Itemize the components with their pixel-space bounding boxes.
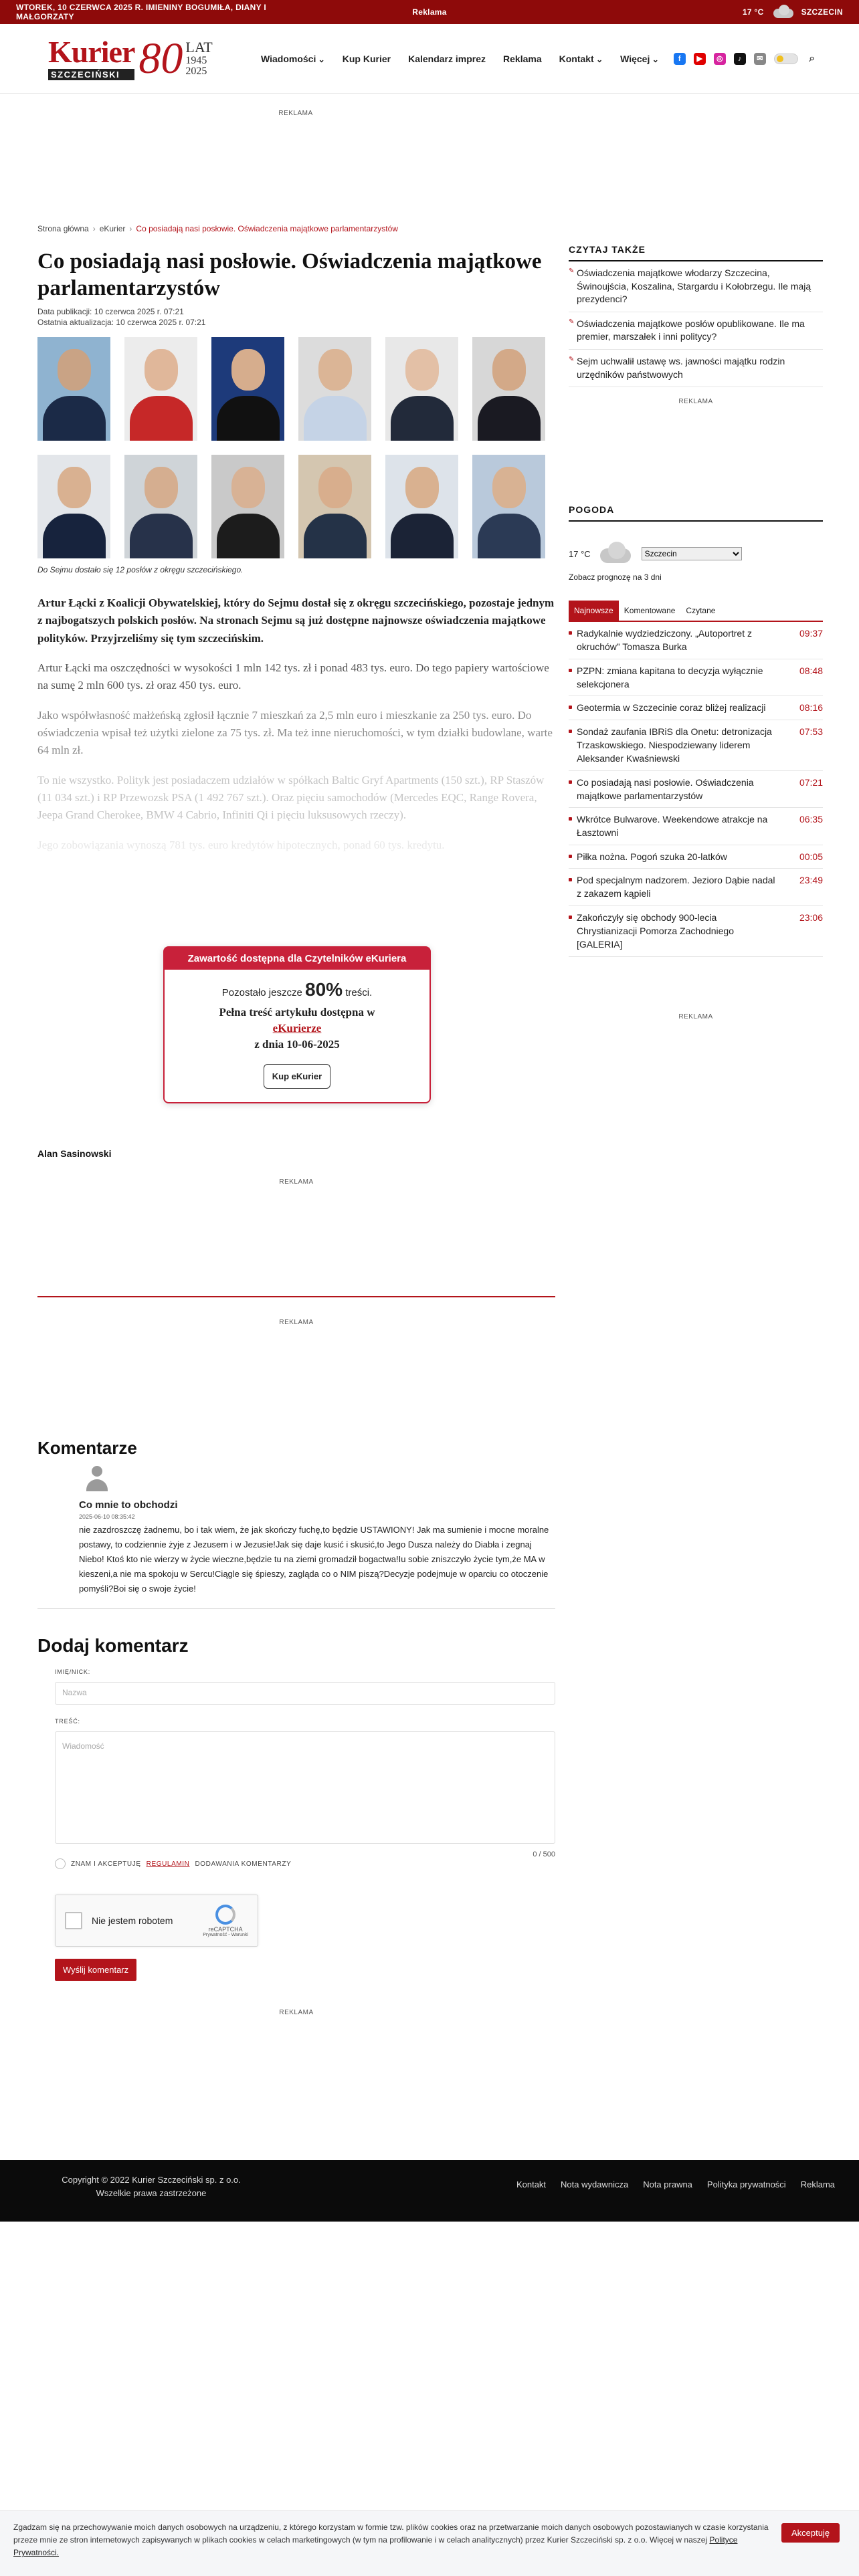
cookie-accept-button[interactable]: Akceptuję: [781, 2523, 840, 2543]
news-time: 23:06: [799, 911, 823, 923]
youtube-icon[interactable]: ▶: [694, 53, 706, 65]
comments-heading: Komentarze: [37, 1438, 137, 1458]
article-column: [37, 224, 555, 1082]
paywall-date: z dnia 10-06-2025: [254, 1037, 340, 1051]
char-counter: 0 / 500: [533, 1850, 555, 1858]
logo-years: LAT 1945 2025: [185, 38, 213, 78]
main-nav: [261, 53, 659, 64]
news-item[interactable]: [569, 906, 823, 957]
nav-kalendarz[interactable]: Kalendarz imprez: [408, 53, 486, 64]
news-time: 23:49: [799, 875, 823, 886]
news-title: Piłka nożna. Pogoń szuka 20-latków: [577, 851, 727, 862]
topbar-ad-link[interactable]: Reklama: [412, 7, 447, 17]
article-paragraph-2: Jako współwłasność małżeńską zgłosił łącznie 7 mieszkań za 2,5 mln euro i mieszkanie za 250 tys. euro. Do oświadczenia wpisał też użytki zielone za 75 tys. zł. Ma też inne nieruchomości, w tym działki budowlane, warte 64 mln zł.: [37, 708, 553, 757]
copyright: Copyright © 2022 Kurier Szczeciński sp. z o.o. Wszelkie prawa zastrzeżone: [62, 2175, 241, 2198]
recaptcha-logo: reCAPTCHA Prywatność - Warunki: [203, 1905, 248, 1937]
mp-photo-grid: [37, 337, 555, 558]
article-author: Alan Sasinowski: [37, 1148, 112, 1159]
weather-temp: 17 °C: [569, 548, 591, 559]
news-title: Geotermia w Szczecinie coraz bliżej realizacji: [577, 702, 766, 714]
photo-caption: Do Sejmu dostało się 12 posłów z okręgu szczecińskiego.: [37, 564, 244, 574]
article-title: Co posiadają nasi posłowie. Oświadczenia majątkowe parlamentarzystów: [37, 249, 542, 301]
news-title: Sondaż zaufania IBRiS dla Onetu: detronizacja Trzaskowskiego. Niespodziewany liderem Aleksander Kwaśniewski: [577, 726, 772, 764]
footer-link-nota-wydawnicza[interactable]: Nota wydawnicza: [561, 2179, 629, 2189]
news-time: 07:21: [799, 776, 823, 788]
nick-label: IMIĘ/NICK:: [55, 1669, 91, 1675]
article-paragraph-3: To nie wszystko. Polityk jest posiadaczem udziałów w spółkach Baltic Gryf Apartments (150 szt.), RP Staszów (11 034 szt.) i RP Przewozsk PSA (1 492 767 szt.). Oraz pięciu samochodów (Mercedes EQC, Range Rovera, Jeepa Grand Cherokee, BMW 4 Cabrio, Infiniti Qi i pięciu luksusowych rzeczy).: [37, 773, 545, 822]
news-item[interactable]: [569, 659, 823, 697]
related-list: [569, 261, 823, 387]
social-links: [674, 53, 818, 65]
buy-ekurier-button[interactable]: Kup eKurier: [264, 1064, 330, 1089]
mp-photo: [37, 337, 110, 441]
related-item[interactable]: ✎ Oświadczenia majątkowe posłów opublikowane. Ile ma premier, marszałek i inni politycy?: [569, 312, 823, 350]
privacy-policy-link[interactable]: Polityce Prywatności.: [13, 2535, 738, 2558]
mp-photo: [298, 455, 371, 558]
logo-80: 80: [138, 33, 183, 83]
news-title: PZPN: zmiana kapitana to decyzja wyłącznie selekcjonera: [577, 665, 763, 690]
weather-widget: [569, 542, 823, 566]
cloud-icon: [599, 542, 634, 566]
nav-wiadomosci[interactable]: Wiadomości ⌄: [261, 53, 325, 64]
article-paragraph-4: Jego zobowiązania wynoszą 781 tys. euro kredytów hipotecznych, ponad 60 tys. kredytu.: [37, 838, 445, 851]
top-bar: [0, 0, 859, 24]
date-nameday: WTOREK, 10 CZERWCA 2025 R. IMIENINY BOGUMIŁA, DIANY I MAŁGORZATY: [16, 3, 266, 21]
comment-item: [79, 1465, 557, 1596]
topbar-weather: [567, 5, 843, 19]
facebook-icon[interactable]: f: [674, 53, 686, 65]
site-header: [0, 24, 859, 94]
logo-szczecinski: SZCZECIŃSKI: [48, 69, 134, 80]
news-item[interactable]: [569, 622, 823, 659]
breadcrumb-home[interactable]: Strona główna: [37, 224, 89, 233]
breadcrumb-current[interactable]: Co posiadają nasi posłowie. Oświadczenia majątkowe parlamentarzystów: [136, 224, 398, 233]
news-time: 08:16: [799, 702, 823, 714]
news-title: Zakończyły się obchody 900-lecia Chrystianizacji Pomorza Zachodniego [GALERIA]: [577, 911, 734, 950]
comment-author: Co mnie to obchodzi: [79, 1499, 178, 1511]
mp-photo: [124, 455, 197, 558]
sidebar: [569, 244, 823, 1021]
nav-kup-kurier[interactable]: Kup Kurier: [342, 53, 391, 64]
update-date: Ostatnia aktualizacja: 10 czerwca 2025 r. 07:21: [37, 317, 206, 327]
regulamin-link[interactable]: REGULAMIN: [146, 1860, 190, 1868]
cookie-banner: [0, 2510, 859, 2576]
footer-link-kontakt[interactable]: Kontakt: [516, 2179, 547, 2189]
news-item[interactable]: [569, 696, 823, 720]
paywall-box: [163, 946, 431, 1103]
news-time: 06:35: [799, 814, 823, 825]
mp-photo: [472, 337, 545, 441]
latest-news-list: [569, 622, 823, 956]
recaptcha-label: Nie jestem robotem: [92, 1915, 173, 1926]
breadcrumb: [37, 224, 555, 233]
comment-text: nie zazdroszczę żadnemu, bo i tak wiem, że jak skończy fuchę,to będzie USTAWIONY! Jak ma sumienie i mocne moralne postawy, to codziennie żyje z Jezusem i w Jezusie!Jak się daje kusić i skusić,to Jego Dusza należy do Diabła i zegnaj Niebo! Ktoś kto nie wierzy w życie wieczne,będzie tu na ziemi gromadził bogactwa!Iu sobie zniszczyło życie tym,że MA w kieszeni,a nie ma spokoju w Sercu!Ciągle się śpieszy, zagląda co o NIM piszą?Decyzje podejmuje w oparciu co otoczenie pomyśli?Boi się o swoje życie!: [79, 1525, 549, 1594]
mail-icon[interactable]: ✉: [754, 53, 766, 65]
section-divider: [37, 1296, 555, 1297]
publish-date: Data publikacji: 10 czerwca 2025 r. 07:21: [37, 306, 184, 316]
tab-komentowane[interactable]: Komentowane: [624, 606, 676, 616]
paywall-ekurier-link[interactable]: eKurierze: [272, 1021, 322, 1035]
nick-input[interactable]: Nazwa: [55, 1682, 555, 1705]
comments-divider: [37, 1608, 555, 1609]
submit-comment-button[interactable]: Wyślij komentarz: [55, 1959, 136, 1981]
ad-label-below: REKLAMA: [279, 1319, 314, 1326]
news-title: Pod specjalnym nadzorem. Jezioro Dąbie nadal z zakazem kąpieli: [577, 875, 775, 899]
ad-label-top: REKLAMA: [278, 110, 313, 117]
news-title: Wkrótce Bulwarove. Weekendowe atrakcje na Łasztowni: [577, 814, 768, 839]
logo-kurier: Kurier: [48, 35, 135, 69]
breadcrumb-section[interactable]: eKurier: [99, 224, 126, 233]
tab-czytane[interactable]: Czytane: [686, 606, 716, 616]
chevron-right-icon: ›: [92, 224, 96, 233]
article-paragraph-1: Artur Łącki ma oszczędności w wysokości 1 mln 142 tys. zł i ponad 483 tys. euro. Do tego papiery wartościowe na sumę 2 mln 600 tys. zł oraz 450 tys. euro.: [37, 661, 549, 692]
theme-toggle[interactable]: [774, 53, 798, 64]
topbar-temp: 17 °C: [742, 7, 764, 17]
news-time: 08:48: [799, 665, 823, 676]
recaptcha-widget: [55, 1895, 258, 1947]
read-also-heading: CZYTAJ TAKŻE: [569, 244, 823, 261]
search-icon[interactable]: ⌕: [809, 52, 816, 64]
ad-label-sidebar-2: REKLAMA: [678, 1012, 713, 1021]
mp-photo: [37, 455, 110, 558]
news-item[interactable]: [569, 720, 823, 771]
ad-label-article: REKLAMA: [279, 1178, 314, 1186]
news-time: 07:53: [799, 726, 823, 737]
accept-checkbox[interactable]: [55, 1858, 66, 1869]
footer-link-nota-prawna[interactable]: Nota prawna: [643, 2179, 692, 2189]
mp-photo: [385, 455, 458, 558]
mp-photo: [124, 337, 197, 441]
news-item[interactable]: [569, 869, 823, 906]
mp-photo: [211, 337, 284, 441]
paywall-percent: 80%: [305, 979, 343, 1000]
mp-photo: [472, 455, 545, 558]
mp-photo: [298, 337, 371, 441]
related-item[interactable]: ✎ Sejm uchwalił ustawę ws. jawności majątku rodzin urzędników państwowych: [569, 350, 823, 387]
mp-photo: [385, 337, 458, 441]
news-tabs: [569, 601, 823, 622]
instagram-icon[interactable]: ◎: [714, 53, 726, 65]
news-time: 09:37: [799, 628, 823, 639]
recaptcha-checkbox[interactable]: [65, 1912, 82, 1929]
news-title: Radykalnie wydziedziczony. „Autoportret z okruchów” Tomasza Burka: [577, 628, 752, 653]
paywall-heading: Zawartość dostępna dla Czytelników eKuriera: [165, 948, 430, 970]
mp-photo: [211, 455, 284, 558]
news-item[interactable]: [569, 845, 823, 869]
ad-label-sidebar: REKLAMA: [678, 398, 713, 406]
news-item[interactable]: [569, 771, 823, 809]
related-item[interactable]: ✎ Oświadczenia majątkowe włodarzy Szczecina, Świnoujścia, Koszalina, Stargardu i Kołobrzegu. Ile mają prezydenci?: [569, 261, 823, 312]
news-title: Co posiadają nasi posłowie. Oświadczenia majątkowe parlamentarzystów: [577, 776, 754, 801]
cookie-text: Zgadzam się na przechowywanie moich danych osobowych na urządzeniu, z którego korzystam w formie tzw. plików cookies oraz na przetwarzanie moich danych osobowych pozostawianych w czasie korzystania przeze mnie ze stron internetowych zapisywanych w plikach cookies w celach marketingowych (w tym na profilowanie i w celach analitycznych) przez Kurier Szczeciński sp. z o.o. Więcej w naszej Polityce Prywatności.: [13, 2523, 769, 2558]
avatar-icon: [84, 1465, 110, 1493]
nav-kontakt[interactable]: Kontakt ⌄: [559, 53, 603, 64]
site-footer: [0, 2160, 859, 2222]
accept-terms[interactable]: ZNAM I AKCEPTUJĘ REGULAMIN DODAWANIA KOMENTARZY: [55, 1858, 555, 1869]
add-comment-heading: Dodaj komentarz: [37, 1635, 189, 1656]
site-logo[interactable]: [48, 33, 229, 83]
tab-najnowsze[interactable]: Najnowsze: [569, 601, 619, 621]
ad-label-form: REKLAMA: [279, 2009, 314, 2016]
text-label: TREŚĆ:: [55, 1718, 80, 1725]
cloud-icon: [769, 5, 796, 19]
topbar-city: SZCZECIN: [801, 7, 843, 17]
chevron-right-icon: ›: [129, 224, 132, 233]
comment-textarea[interactable]: Wiadomość: [55, 1731, 555, 1844]
footer-link-polityka[interactable]: Polityka prywatności: [706, 2179, 786, 2189]
weather-heading: POGODA: [569, 504, 823, 522]
news-time: 00:05: [799, 851, 823, 862]
tiktok-icon[interactable]: ♪: [734, 53, 746, 65]
footer-links: [516, 2179, 835, 2189]
nav-wiecej[interactable]: Więcej ⌄: [620, 53, 659, 64]
comment-form: [55, 1669, 555, 1981]
comment-date: 2025-06-10 08:35:42: [79, 1513, 135, 1520]
paywall-remaining: Pozostało jeszcze 80% treści.: [221, 979, 373, 1000]
forecast-link[interactable]: Zobacz prognozę na 3 dni: [569, 572, 662, 582]
recaptcha-icon: [215, 1905, 235, 1925]
paywall-line-1: Pełna treść artykułu dostępna w: [219, 1006, 375, 1018]
footer-link-reklama[interactable]: Reklama: [800, 2179, 835, 2189]
article-meta: [37, 306, 555, 328]
article-lead: Artur Łącki z Koalicji Obywatelskiej, który do Sejmu dostał się z okręgu szczecińskiego, pozostaje jednym z najbogatszych polskich posłów. Na stronach Sejmu są już dostępne najnowsze oświadczenia majątkowe polityków. Przyjrzeliśmy się tym szczecińskim.: [37, 596, 555, 645]
nav-reklama[interactable]: Reklama: [503, 53, 542, 64]
news-item[interactable]: [569, 808, 823, 845]
weather-city-select[interactable]: [642, 547, 742, 560]
